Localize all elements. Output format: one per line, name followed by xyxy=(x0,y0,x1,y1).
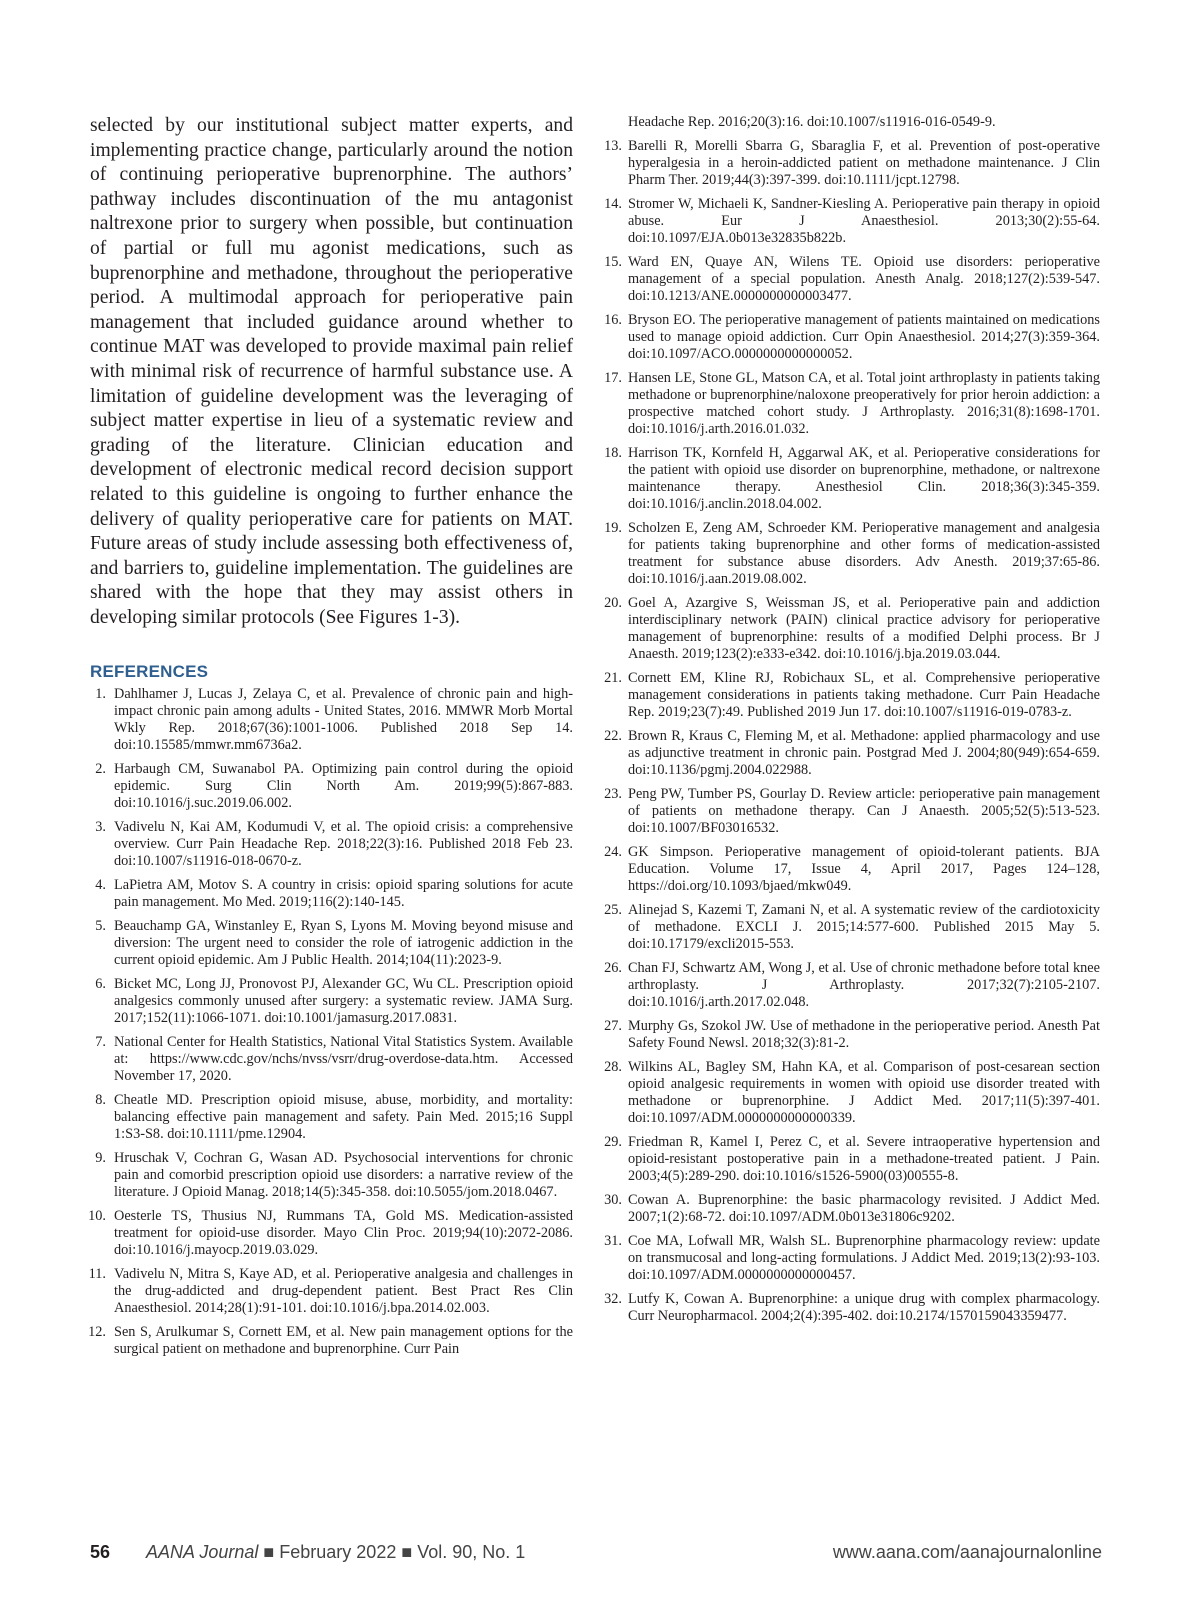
reference-item xyxy=(604,902,1100,953)
reference-number: 18. xyxy=(604,445,622,461)
reference-item xyxy=(90,976,573,1027)
reference-item xyxy=(604,1233,1100,1284)
reference-number: 6. xyxy=(95,976,106,993)
body-paragraph: selected by our institutional subject matter experts, and implementing practice change, particularly around the notion of continuing perioperative buprenorphine. The authors’ pathway includes discontinuation of the mu antagonist naltrexone prior to surgery when possible, but continuation of partial or full mu agonist medications, such as buprenorphine and methadone, throughout the perioperative period. A multimodal approach for perioperative pain management that included guidance around whether to continue MAT was developed to provide maximal pain relief with minimal risk of recurrence of harmful substance use. A limitation of guideline development was the leveraging of subject matter expertise in lieu of a systematic review and grading of the literature. Clinician education and development of electronic medical record decision support related to this guideline is ongoing to further enhance the delivery of quality perioperative care for patients on MAT. Future areas of study include assessing both effectiveness of, and barriers to, guideline implementation. The guidelines are shared with the hope that they may assist others in developing similar protocols (See Figures 1-3). xyxy=(90,115,573,628)
reference-item xyxy=(90,686,573,754)
reference-item xyxy=(604,138,1100,189)
reference-number: 28. xyxy=(604,1059,622,1075)
reference-text: Bicket MC, Long JJ, Pronovost PJ, Alexander GC, Wu CL. Prescription opioid analgesics commonly unused after surgery: a systematic review. JAMA Surg. 2017;152(11):1066-1071. doi:10.1001/jamasurg.2017.0831. xyxy=(114,976,573,1027)
reference-text: Harbaugh CM, Suwanabol PA. Optimizing pain control during the opioid epidemic. Surg Clin North Am. 2019;99(5):867-883. doi:10.1016/j.suc.2019.06.002. xyxy=(114,761,573,812)
page-number: 56 xyxy=(90,1542,111,1562)
reference-item xyxy=(604,196,1100,247)
reference-number: 17. xyxy=(604,370,622,386)
reference-number: 23. xyxy=(604,786,622,802)
reference-text: Vadivelu N, Kai AM, Kodumudi V, et al. The opioid crisis: a comprehensive overview. Curr Pain Headache Rep. 2018;22(3):16. Published 2018 Feb 23. doi:10.1007/s11916-018-0670-z. xyxy=(114,819,573,870)
journal-url[interactable]: www.aana.com/aanajournalonline xyxy=(832,1542,1102,1562)
reference-text: Brown R, Kraus C, Fleming M, et al. Methadone: applied pharmacology and use as adjunctive treatment in chronic pain. Postgrad Med J. 2004;80(949):654-659. doi:10.1136/pgmj.2004.022988. xyxy=(628,728,1100,778)
reference-text: Peng PW, Tumber PS, Gourlay D. Review article: perioperative pain management of patients on methadone therapy. Can J Anaesth. 2005;52(5):513-523. doi:10.1007/BF03016532. xyxy=(628,786,1100,836)
reference-text: Coe MA, Lofwall MR, Walsh SL. Buprenorphine pharmacology review: update on transmucosal and long-acting formulations. J Addict Med. 2019;13(2):93-103. doi:10.1097/ADM.0000000000000457. xyxy=(628,1233,1100,1283)
reference-item xyxy=(90,1034,573,1085)
reference-number: 12. xyxy=(88,1324,106,1341)
reference-text: Harrison TK, Kornfeld H, Aggarwal AK, et al. Perioperative considerations for the patient with opioid use disorder on buprenorphine, methadone, or naltrexone maintenance therapy. Anesthesiol Clin. 2018;36(3):345-359. doi:10.1016/j.anclin.2018.04.002. xyxy=(628,445,1100,512)
reference-number: 9. xyxy=(95,1150,106,1167)
reference-number: 11. xyxy=(88,1266,106,1283)
reference-item xyxy=(90,1092,573,1143)
reference-text: Beauchamp GA, Winstanley E, Ryan S, Lyons M. Moving beyond misuse and diversion: The urgent need to consider the role of iatrogenic addiction in the current opioid epidemic. Am J Public Health. 2014;104(11):2023-9. xyxy=(114,918,573,969)
reference-text: Wilkins AL, Bagley SM, Hahn KA, et al. Comparison of post-cesarean section opioid analgesic requirements in women with opioid use disorder treated with methadone or buprenorphine. J Addict Med. 2017;11(5):397-401. doi:10.1097/ADM.0000000000000339. xyxy=(628,1059,1100,1126)
reference-text: Stromer W, Michaeli K, Sandner-Kiesling A. Perioperative pain therapy in opioid abuse. Eur J Anaesthesiol. 2013;30(2):55-64. doi:10.1097/EJA.0b013e32835b822b. xyxy=(628,196,1100,246)
reference-continuation: Headache Rep. 2016;20(3):16. doi:10.1007/s11916-016-0549-9. xyxy=(628,114,996,130)
reference-item xyxy=(604,960,1100,1011)
reference-number: 26. xyxy=(604,960,622,976)
journal-name: AANA Journal xyxy=(146,1542,259,1562)
reference-item xyxy=(604,844,1100,895)
reference-number: 19. xyxy=(604,520,622,536)
reference-text: Barelli R, Morelli Sbarra G, Sbaraglia F, et al. Prevention of post-operative hyperalgesia in a heroin-addicted patient on methadone maintenance. J Clin Pharm Ther. 2019;44(3):397-399. doi:10.1111/jcpt.12798. xyxy=(628,138,1100,188)
references-list-left xyxy=(90,686,573,1358)
reference-number: 30. xyxy=(604,1192,622,1208)
reference-item xyxy=(604,520,1100,588)
journal-info xyxy=(146,1542,525,1563)
reference-text: Cowan A. Buprenorphine: the basic pharmacology revisited. J Addict Med. 2007;1(2):68-72. doi:10.1097/ADM.0b013e31806c9202. xyxy=(628,1192,1100,1225)
reference-number: 14. xyxy=(604,196,622,212)
reference-item xyxy=(604,1291,1100,1325)
reference-text: Bryson EO. The perioperative management of patients maintained on medications used to manage opioid addiction. Curr Opin Anaesthesiol. 2014;27(3):359-364. doi:10.1097/ACO.0000000000000052. xyxy=(628,312,1100,362)
reference-number: 22. xyxy=(604,728,622,744)
reference-number: 10. xyxy=(88,1208,106,1225)
reference-number: 25. xyxy=(604,902,622,918)
reference-item xyxy=(90,1150,573,1201)
reference-text: Lutfy K, Cowan A. Buprenorphine: a unique drug with complex pharmacology. Curr Neuropharmacol. 2004;2(4):395-402. doi:10.2174/1570159043359477. xyxy=(628,1291,1100,1324)
reference-item xyxy=(604,254,1100,305)
reference-text: National Center for Health Statistics, National Vital Statistics System. Available at: https://www.cdc.gov/nchs/nvss/vsrr/drug-overdose-data.htm. Accessed November 17, 2020. xyxy=(114,1034,573,1085)
reference-number: 8. xyxy=(95,1092,106,1109)
reference-number: 4. xyxy=(95,877,106,894)
references-heading: REFERENCES xyxy=(90,662,209,682)
reference-number: 7. xyxy=(95,1034,106,1051)
reference-item xyxy=(604,670,1100,721)
reference-text: Oesterle TS, Thusius NJ, Rummans TA, Gold MS. Medication-assisted treatment for opioid-use disorder. Mayo Clin Proc. 2019;94(10):2072-2086. doi:10.1016/j.mayocp.2019.03.029. xyxy=(114,1208,573,1259)
left-column xyxy=(90,114,573,1365)
reference-item xyxy=(90,1266,573,1317)
reference-text: Sen S, Arulkumar S, Cornett EM, et al. New pain management options for the surgical patient on methadone and buprenorphine. Curr Pain xyxy=(114,1324,573,1358)
reference-number: 16. xyxy=(604,312,622,328)
reference-item xyxy=(604,370,1100,438)
reference-number: 3. xyxy=(95,819,106,836)
right-column xyxy=(604,114,1100,1332)
reference-number: 5. xyxy=(95,918,106,935)
journal-issue: ■ February 2022 ■ Vol. 90, No. 1 xyxy=(258,1542,526,1562)
reference-item xyxy=(90,877,573,911)
reference-item xyxy=(604,1059,1100,1127)
reference-text: GK Simpson. Perioperative management of opioid-tolerant patients. BJA Education. Volume 17, Issue 4, April 2017, Pages 124–128, https://doi.org/10.1093/bjaed/mkw049. xyxy=(628,844,1100,894)
reference-item xyxy=(604,445,1100,513)
reference-text: Friedman R, Kamel I, Perez C, et al. Severe intraoperative hypertension and opioid-resistant postoperative pain in a methadone-treated patient. J Pain. 2003;4(5):289-290. doi:10.1016/s1526-5900(03)00555-8. xyxy=(628,1134,1100,1184)
reference-text: LaPietra AM, Motov S. A country in crisis: opioid sparing solutions for acute pain management. Mo Med. 2019;116(2):140-145. xyxy=(114,877,573,911)
reference-item xyxy=(604,595,1100,663)
reference-text: Goel A, Azargive S, Weissman JS, et al. Perioperative pain and addiction interdisciplinary network (PAIN) clinical practice advisory for perioperative management of buprenorphine: results of a modified Delphi process. Br J Anaesth. 2019;123(2):e333-e342. doi:10.1016/j.bja.2019.03.044. xyxy=(628,595,1100,662)
reference-number: 21. xyxy=(604,670,622,686)
reference-number: 32. xyxy=(604,1291,622,1307)
reference-number: 1. xyxy=(95,686,106,703)
reference-item xyxy=(604,1018,1100,1052)
reference-text: Hansen LE, Stone GL, Matson CA, et al. Total joint arthroplasty in patients taking methadone or buprenorphine/naloxone preoperatively for prior heroin addiction: a prospective matched cohort study. J Arthroplasty. 2016;31(8):1698-1701. doi:10.1016/j.arth.2016.01.032. xyxy=(628,370,1100,437)
reference-text: Alinejad S, Kazemi T, Zamani N, et al. A systematic review of the cardiotoxicity of methadone. EXCLI J. 2015;14:577-600. Published 2015 May 5. doi:10.17179/excli2015-553. xyxy=(628,902,1100,952)
reference-text: Dahlhamer J, Lucas J, Zelaya C, et al. Prevalence of chronic pain and high-impact chronic pain among adults - United States, 2016. MMWR Morb Mortal Wkly Rep. 2018;67(36):1001-1006. Published 2018 Sep 14. doi:10.15585/mmwr.mm6736a2. xyxy=(114,686,573,754)
reference-item xyxy=(604,728,1100,779)
reference-item xyxy=(604,786,1100,837)
reference-number: 20. xyxy=(604,595,622,611)
reference-item xyxy=(90,1324,573,1358)
reference-number: 31. xyxy=(604,1233,622,1249)
reference-text: Chan FJ, Schwartz AM, Wong J, et al. Use of chronic methadone before total knee arthroplasty. J Arthroplasty. 2017;32(7):2105-2107. doi:10.1016/j.arth.2017.02.048. xyxy=(628,960,1100,1010)
reference-text: Cheatle MD. Prescription opioid misuse, abuse, morbidity, and mortality: balancing effective pain management and safety. Pain Med. 2015;16 Suppl 1:S3-S8. doi:10.1111/pme.12904. xyxy=(114,1092,573,1143)
reference-item xyxy=(604,1134,1100,1185)
reference-text: Scholzen E, Zeng AM, Schroeder KM. Perioperative management and analgesia for patients taking buprenorphine and other forms of medication-assisted treatment for substance abuse disorders. Adv Anesth. 2019;37:65-86. doi:10.1016/j.aan.2019.08.002. xyxy=(628,520,1100,587)
reference-number: 13. xyxy=(604,138,622,154)
reference-number: 29. xyxy=(604,1134,622,1150)
reference-number: 24. xyxy=(604,844,622,860)
reference-text: Vadivelu N, Mitra S, Kaye AD, et al. Perioperative analgesia and challenges in the drug-addicted and drug-dependent patient. Best Pract Res Clin Anaesthesiol. 2014;28(1):91-101. doi:10.1016/j.bpa.2014.02.003. xyxy=(114,1266,573,1317)
reference-number: 27. xyxy=(604,1018,622,1034)
reference-item xyxy=(90,819,573,870)
reference-text: Ward EN, Quaye AN, Wilens TE. Opioid use disorders: perioperative management of a special population. Anesth Analg. 2018;127(2):539-547. doi:10.1213/ANE.0000000000003477. xyxy=(628,254,1100,304)
reference-item xyxy=(604,1192,1100,1226)
page-footer xyxy=(90,1542,1102,1570)
reference-item xyxy=(90,761,573,812)
reference-item xyxy=(90,1208,573,1259)
references-list-right xyxy=(604,138,1100,1325)
reference-item xyxy=(90,918,573,969)
reference-item xyxy=(604,312,1100,363)
reference-number: 2. xyxy=(95,761,106,778)
reference-text: Hruschak V, Cochran G, Wasan AD. Psychosocial interventions for chronic pain and comorbid prescription opioid use disorders: a narrative review of the literature. J Opioid Manag. 2018;14(5):345-358. doi:10.5055/jom.2018.0467. xyxy=(114,1150,573,1201)
reference-number: 15. xyxy=(604,254,622,270)
reference-text: Murphy Gs, Szokol JW. Use of methadone in the perioperative period. Anesth Pat Safety Found Newsl. 2018;32(3):81-2. xyxy=(628,1018,1100,1051)
reference-text: Cornett EM, Kline RJ, Robichaux SL, et al. Comprehensive perioperative management considerations in patients taking methadone. Curr Pain Headache Rep. 2019;23(7):49. Published 2019 Jun 17. doi:10.1007/s11916-019-0783-z. xyxy=(628,670,1100,720)
